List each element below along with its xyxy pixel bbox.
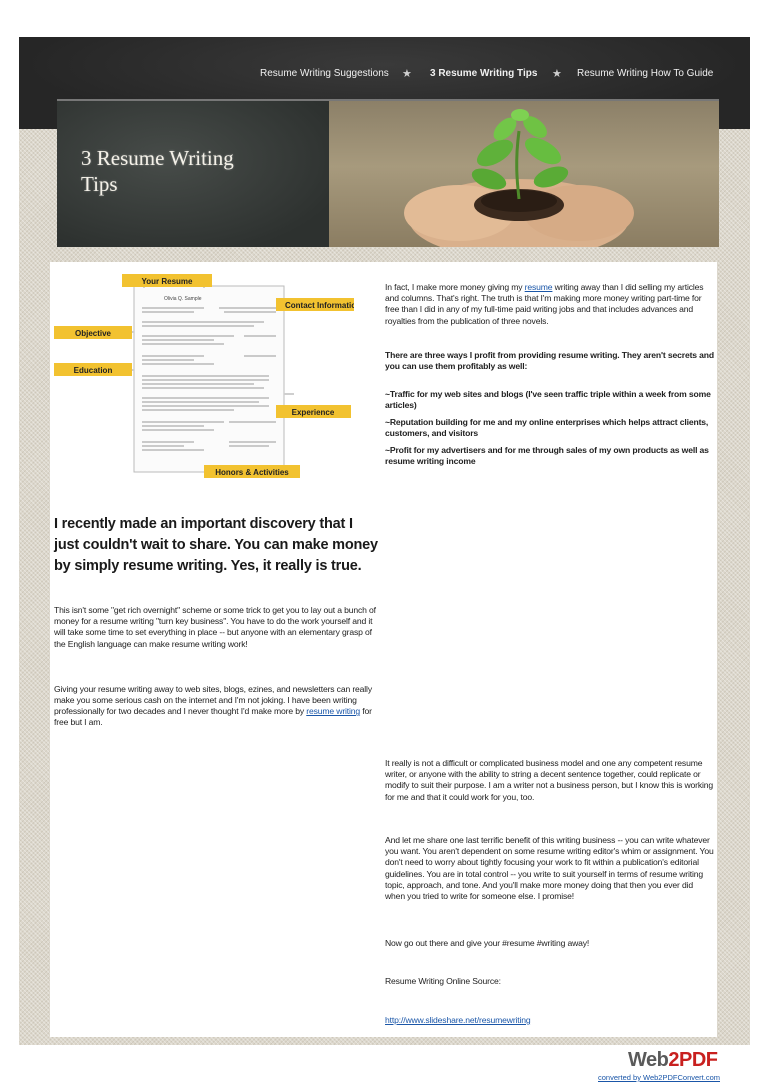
benefit-traffic: ~Traffic for my web sites and blogs (I've seen traffic triple within a week from some articles) — [385, 389, 711, 411]
svg-text:Olivia Q. Sample: Olivia Q. Sample — [164, 296, 202, 302]
paragraph-intro: This isn't some "get rich overnight" scheme or some trick to get you to lay out a bunch of money for a resume writing "turn key business". You have to do the work yourself and it will take some time to set everything in place -- but anyone with an elementary grasp of the English language can make resume writing work! — [54, 605, 376, 649]
chalkboard-panel — [57, 101, 329, 247]
top-navigation — [19, 68, 750, 84]
source-paragraph — [385, 1015, 715, 1026]
paragraph-in-fact: In fact, I make more money giving my resume writing away than I did selling my articles and columns. That's right. The truth is that I'm making more money writing part-time for free than I did in any of my full-time paid writing jobs and that includes advances and royalties from the publication of three novels. — [385, 282, 704, 326]
star-icon: ★ — [552, 68, 562, 80]
hands-holding-seedling-image — [329, 101, 719, 247]
resume-diagram-image — [54, 274, 354, 479]
svg-text:Contact Information: Contact Information — [285, 301, 354, 310]
benefit-profit: ~Profit for my advertisers and for me through sales of my own products as well as resume writing income — [385, 445, 709, 467]
slideshare-source-link[interactable]: http://www.slideshare.net/resumewriting — [385, 1015, 531, 1025]
page-title: 3 Resume Writing Tips — [81, 146, 234, 196]
resume-link[interactable]: resume — [524, 282, 553, 292]
nav-item-resume-writing-suggestions[interactable]: Resume Writing Suggestions — [260, 68, 389, 79]
main-content — [50, 262, 717, 1037]
paragraph-last-benefit: And let me share one last terrific benefit of this writing business -- you can write whatever you want. You aren't dependent on some resume writing editor's whim or assignment. You don't need to worry about tightly focusing your work to fit within a publication's editorial guidelines. You are in total control -- you write to suit yourself in terms of resume writing topic, approach, and tone. And you'll make more money doing that then you ever did when you tried to write for someone else. I promise! — [385, 835, 714, 902]
page-background — [19, 37, 750, 1045]
paragraph-source: Resume Writing Online Source: — [385, 976, 501, 986]
svg-text:Experience: Experience — [291, 408, 335, 417]
paragraph-go-out: Now go out there and give your #resume #writing away! — [385, 938, 590, 948]
svg-text:Objective: Objective — [74, 329, 112, 338]
web2pdf-convert-link[interactable]: converted by Web2PDFConvert.com — [598, 1073, 720, 1082]
lead-statement: I recently made an important discovery that I just couldn't wait to share. You can make money by simply resume writing. Yes, it really is true. — [54, 516, 378, 574]
left-column — [54, 514, 379, 729]
benefit-reputation: ~Reputation building for me and my online enterprises which helps attract clients, customers, and visitors — [385, 417, 709, 439]
paragraph-giving-away: Giving your resume writing away to web sites, blogs, ezines, and newsletters can really make you some serious cash on the internet and I'm not joking. I have been writing professionally for two decades and I never thought I'd make more by resume writing for free but I am. — [54, 683, 372, 728]
svg-text:Honors & Activities: Honors & Activities — [215, 468, 289, 477]
star-icon: ★ — [402, 68, 412, 80]
nav-item-resume-writing-how-to-guide[interactable]: Resume Writing How To Guide — [577, 68, 714, 79]
svg-text:Your Resume: Your Resume — [141, 277, 193, 286]
web2pdf-logo: Web2PDF — [628, 1049, 718, 1071]
svg-text:Education: Education — [73, 366, 113, 375]
resume-writing-link[interactable]: resume writing — [306, 706, 361, 717]
paragraph-business-model: It really is not a difficult or complicated business model and one any competent resume writer, or anyone with the ability to string a decent sentence together, could replicate or modify to suit their purpose. I am a writer not a business person, but I know this is working for me and that it could work for you, too. — [385, 758, 714, 802]
nav-item-3-resume-writing-tips[interactable]: 3 Resume Writing Tips — [430, 68, 538, 79]
paragraph-three-ways: There are three ways I profit from providing resume writing. They aren't secrets and you can use them profitably as well: — [385, 350, 714, 372]
hero-banner — [57, 99, 719, 247]
